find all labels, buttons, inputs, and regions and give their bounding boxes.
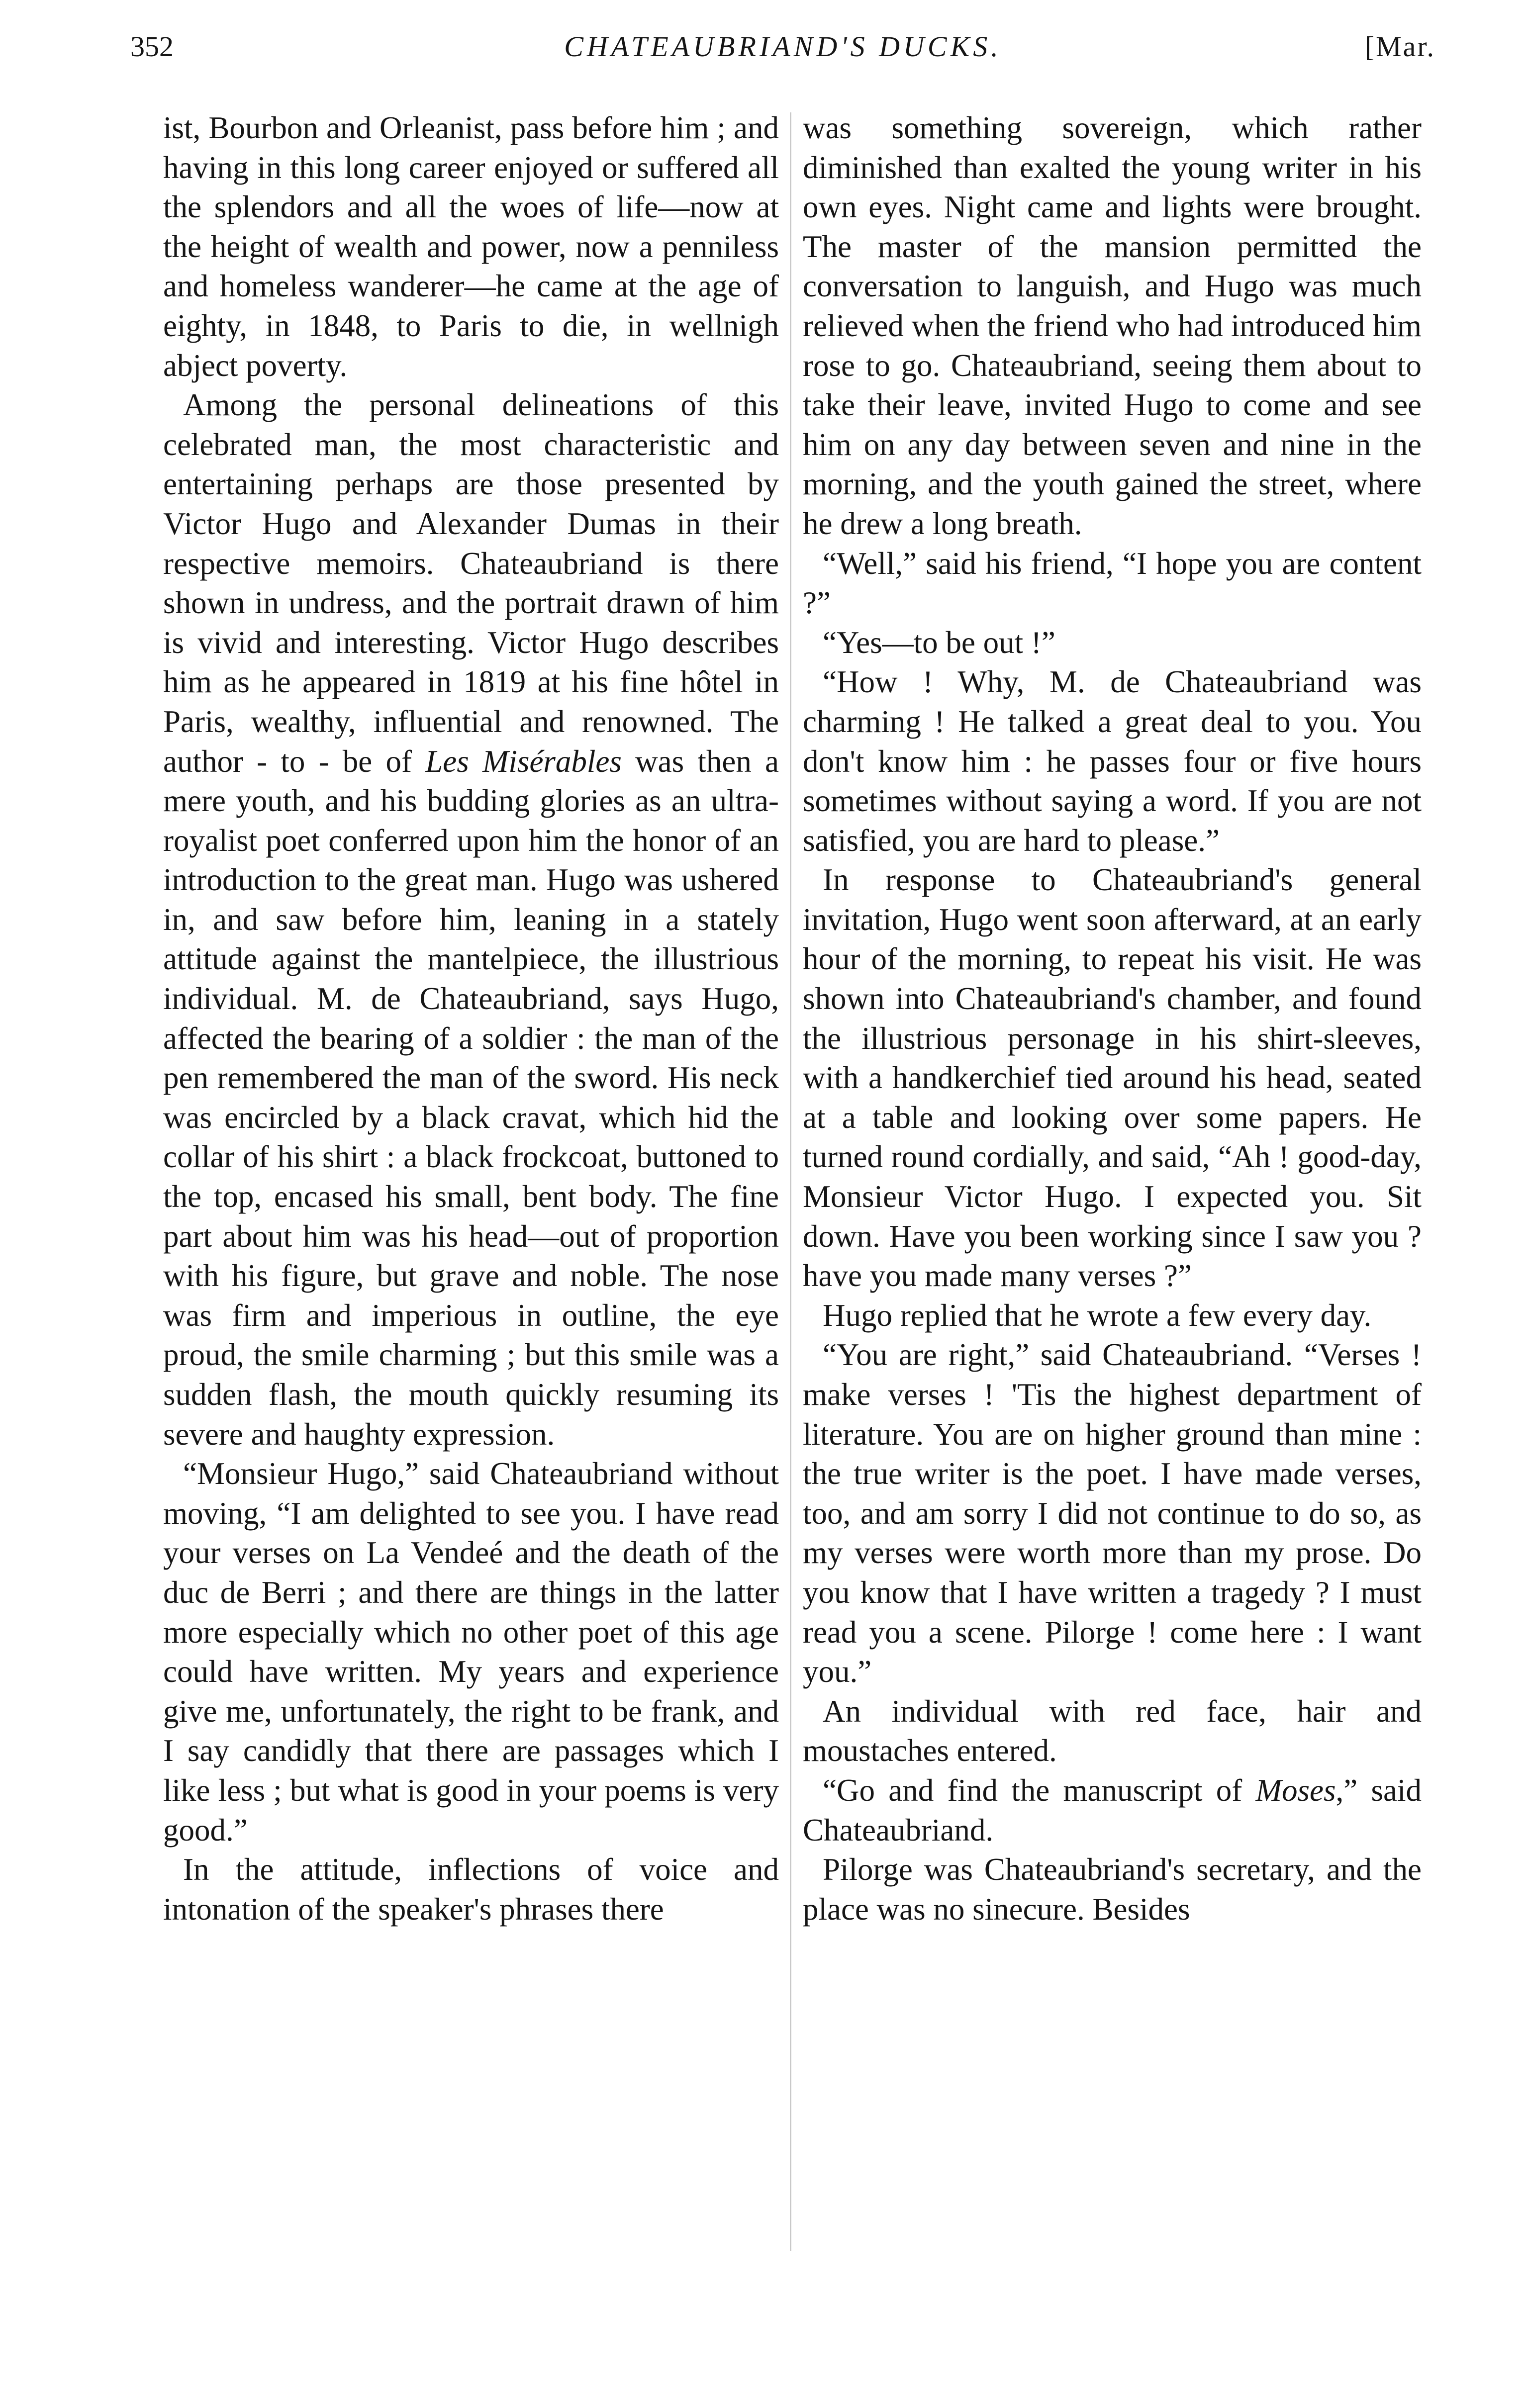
paragraph: ist, Bourbon and Orleanist, pass before him ; and having in this long career enjoyed or suffered all the splendors and all the woes of life—now at the height of wealth and power, now a penniless and homeless wanderer—he came at the age of eighty, in 1848, to Paris to die, in wellnigh abject poverty.: [163, 110, 779, 383]
paragraph: In the attitude, inflections of voice and intonation of the speaker's phrases there: [163, 1852, 779, 1927]
paragraph: An individual with red face, hair and moustaches entered.: [803, 1693, 1422, 1768]
running-head-month: [Mar.: [1364, 30, 1435, 63]
paragraph: “Yes—to be out !”: [823, 625, 1055, 660]
paragraph: Among the personal delineations of this celebrated man, the most characteristic and entertaining perhaps are those presented by Victor Hugo and Alexander Dumas in their respective memoirs. Chateaubriand is there shown in undress, and the portrait drawn of him is vivid and interesting. Victor Hugo describes him as he appeared in 1819 at his fine hôtel in Paris, wealthy, influential and renowned. The author - to - be of Les Misérables was then a mere youth, and his budding glories as an ultra-royalist poet conferred upon him the honor of an introduction to the great man. Hugo was ushered in, and saw before him, leaning in a stately attitude against the mantelpiece, the illustrious individual. M. de Chateaubriand, says Hugo, affected the bearing of a soldier : the man of the pen remembered the man of the sword. His neck was encircled by a black cravat, which hid the collar of his shirt : a black frockcoat, buttoned to the top, encased his small, bent body. The fine part about him was his head—out of proportion with his figure, but grave and noble. The nose was firm and imperious in outline, the eye proud, the smile charming ; but this smile was a sudden flash, the mouth quickly resuming its severe and haughty expression.: [163, 387, 779, 1452]
paragraph: “Well,” said his friend, “I hope you are content ?”: [803, 546, 1422, 621]
left-text-column: [163, 108, 779, 1929]
right-text-column: [803, 108, 1422, 1929]
paragraph: In response to Chateaubriand's general invitation, Hugo went soon afterward, at an early hour of the morning, to repeat his visit. He was shown into Chateaubriand's chamber, and found the illustrious personage in his shirt-sleeves, with a handkerchief tied around his head, seated at a table and looking over some papers. He turned round cordially, and said, “Ah ! good-day, Monsieur Victor Hugo. I expected you. Sit down. Have you been working since I saw you ? have you made many verses ?”: [803, 862, 1422, 1294]
column-divider: [790, 112, 791, 2251]
paragraph: “You are right,” said Chateaubriand. “Verses ! make verses ! 'Tis the highest department of literature. You are on higher ground than mine : the true writer is the poet. I have made verses, too, and am sorry I did not continue to do so, as my verses were worth more than my prose. Do you know that I have written a tragedy ? I must read you a scene. Pilorge ! come here : I want you.”: [803, 1337, 1422, 1689]
running-title: CHATEAUBRIAND'S DUCKS.: [564, 30, 1002, 63]
paragraph: was something sovereign, which rather diminished than exalted the young writer in his own eyes. Night came and lights were brought. The master of the mansion permitted the conversation to languish, and Hugo was much relieved when the friend who had introduced him rose to go. Chateaubriand, seeing them about to take their leave, invited Hugo to come and see him on any day between seven and nine in the morning, and the youth gained the street, where he drew a long breath.: [803, 110, 1422, 541]
paragraph: Pilorge was Chateaubriand's secretary, and the place was no sinecure. Besides: [803, 1852, 1422, 1927]
paragraph: Hugo replied that he wrote a few every day.: [823, 1297, 1372, 1333]
paragraph: “Monsieur Hugo,” said Chateaubriand without moving, “I am delighted to see you. I have read your verses on La Vendeé and the death of the duc de Berri ; and there are things in the latter more especially which no other poet of this age could have written. My years and experience give me, unfortunately, the right to be frank, and I say candidly that there are passages which I like less ; but what is good in your poems is very good.”: [163, 1456, 779, 1848]
paragraph: “How ! Why, M. de Chateaubriand was charming ! He talked a great deal to you. You don't know him : he passes four or five hours sometimes without saying a word. If you are not satisfied, you are hard to please.”: [803, 664, 1422, 858]
running-head: [130, 30, 1435, 75]
paragraph: “Go and find the manuscript of Moses,” said Chateaubriand.: [803, 1772, 1422, 1848]
page-number: 352: [130, 30, 174, 63]
